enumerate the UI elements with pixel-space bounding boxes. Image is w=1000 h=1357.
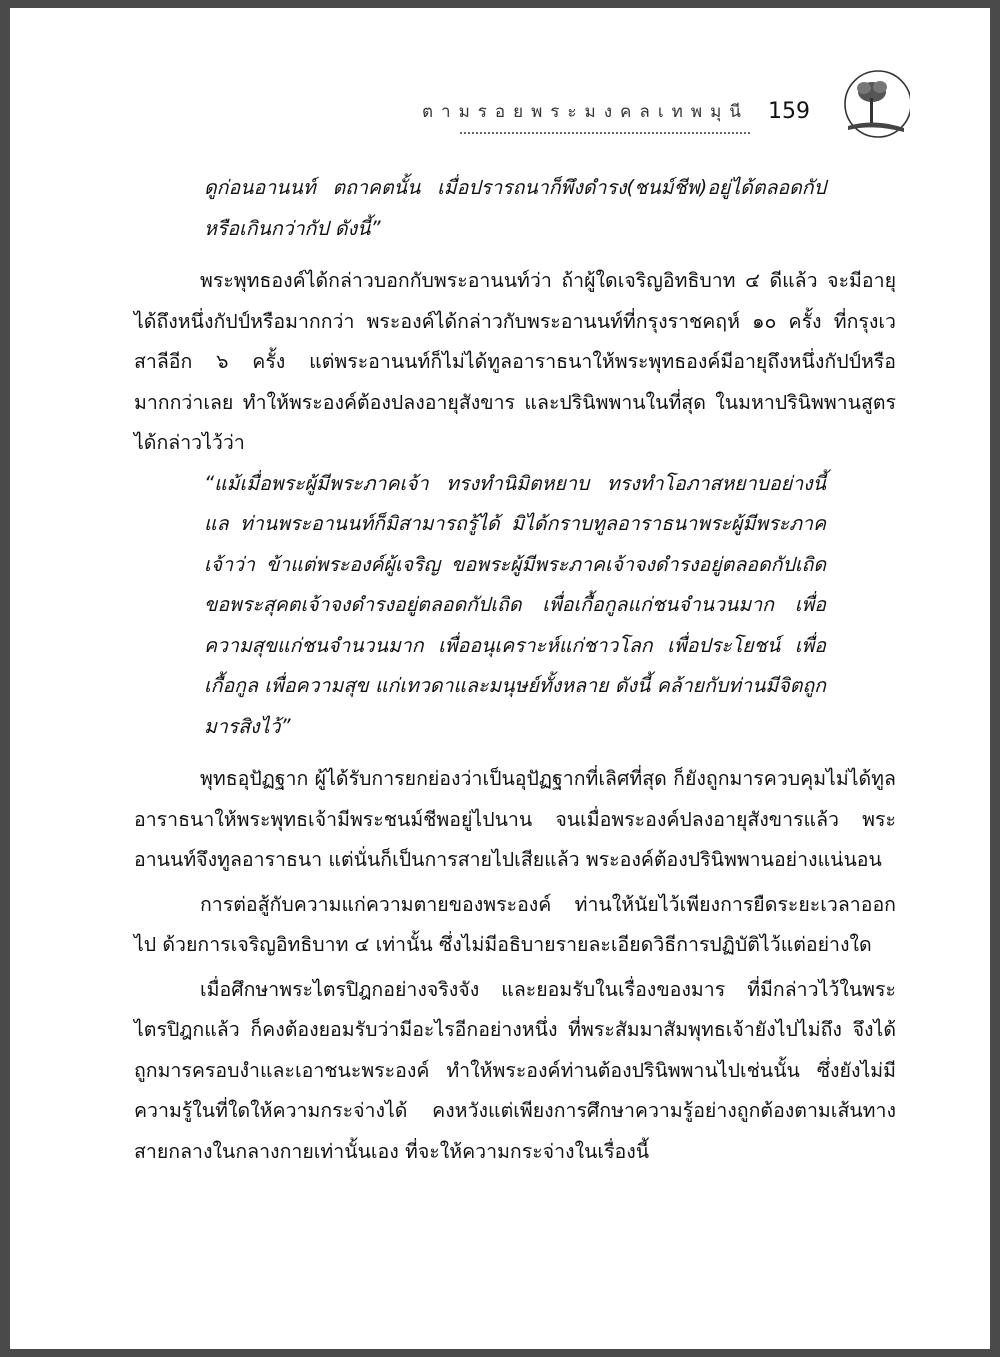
header-dotted-rule — [460, 132, 750, 134]
quote-block-2: “แม้เมื่อพระผู้มีพระภาคเจ้า ทรงทำนิมิตหยาบ ทรงทำโอภาสหยาบอย่างนี้แล ท่านพระอานนท์ก็มิสามารถรู้ได้ มิได้กราบทูลอาราธนาพระผู้มีพระภาคเจ้าว่า ข้าแต่พระองค์ผู้เจริญ ขอพระผู้มีพระภาคเจ้าจงดำรงอยู่ตลอดกัปเถิด ขอพระสุคตเจ้าจงดำรงอยู่ตลอดกัปเถิด เพื่อเกื้อกูลแก่ชนจำนวนมาก เพื่อความสุขแก่ชนจำนวนมาก เพื่ออนุเคราะห์แก่ชาวโลก เพื่อประโยชน์ เพื่อเกื้อกูล เพื่อความสุข แก่เทวดาและมนุษย์ทั้งหลาย ดังนี้ คล้ายกับท่านมีจิตถูกมารสิงไว้” — [204, 471, 826, 738]
paragraph-4: เมื่อศึกษาพระไตรปิฎกอย่างจริงจัง และยอมรับในเรื่องของมาร ที่มีกล่าวไว้ในพระไตรปิฎกแล้ว ก็คงต้องยอมรับว่ามีอะไรอีกอย่างหนึ่ง ที่พระสัมมาสัมพุทธเจ้ายังไปไม่ถึง จึงได้ถูกมารครอบงำและเอาชนะพระองค์ ทำให้พระองค์ท่านต้องปรินิพพานไปเช่นนั้น ซึ่งยังไม่มีความรู้ในที่ใดให้ความกระจ่างได้ คงหวังแต่เพียงการศึกษาความรู้อย่างถูกต้องตามเส้นทางสายกลางในกลางกายเท่านั้นเอง ที่จะให้ความกระจ่างในเรื่องนี้ — [134, 977, 896, 1163]
running-title: ตามรอยพระมงคลเทพมุนี — [421, 102, 749, 122]
page-body — [134, 168, 896, 1172]
paragraph-1: พระพุทธองค์ได้กล่าวบอกกับพระอานนท์ว่า ถ้าผู้ใดเจริญอิทธิบาท ๔ ดีแล้ว จะมีอายุได้ถึงหนึ่งกัปป์หรือมากกว่า พระองค์ได้กล่าวกับพระอานนท์ที่กรุงราชคฤห์ ๑๐ ครั้ง ที่กรุงเวสาลีอีก ๖ ครั้ง แต่พระอานนท์ก็ไม่ได้ทูลอาราธนาให้พระพุทธองค์มีอายุถึงหนึ่งกัปป์หรือมากกว่าเลย ทำให้พระองค์ต้องปลงอายุสังขาร และปรินิพพานในที่สุด ในมหาปรินิพพานสูตรได้กล่าวไว้ว่า — [134, 269, 896, 454]
paragraph-3: การต่อสู้กับความแก่ความตายของพระองค์ ท่านให้นัยไว้เพียงการยืดระยะเวลาออกไป ด้วยการเจริญอิทธิบาท ๔ เท่านั้น ซึ่งไม่มีอธิบายรายละเอียดวิธีการปฏิบัติไว้แต่อย่างใด — [134, 892, 896, 956]
quote-block-1: ดูก่อนอานนท์ ตถาคตนั้น เมื่อปรารถนาก็พึงดำรง(ชนม์ชีพ)อยู่ได้ตลอดกัป หรือเกินกว่ากัป ดังนี้” — [204, 176, 826, 240]
page-number: 159 — [768, 99, 810, 124]
paragraph-2: พุทธอุปัฏฐาก ผู้ได้รับการยกย่องว่าเป็นอุปัฏฐากที่เลิศที่สุด ก็ยังถูกมารควบคุมไม่ได้ทูลอาราธนาให้พระพุทธเจ้ามีพระชนม์ชีพอยู่ไปนาน จนเมื่อพระองค์ปลงอายุสังขารแล้ว พระอานนท์จึงทูลอาราธนา แต่นั่นก็เป็นการสายไปเสียแล้ว พระองค์ต้องปรินิพพานอย่างแน่นอน — [134, 767, 896, 871]
lotus-emblem-icon — [838, 68, 910, 140]
book-page — [10, 8, 990, 1349]
